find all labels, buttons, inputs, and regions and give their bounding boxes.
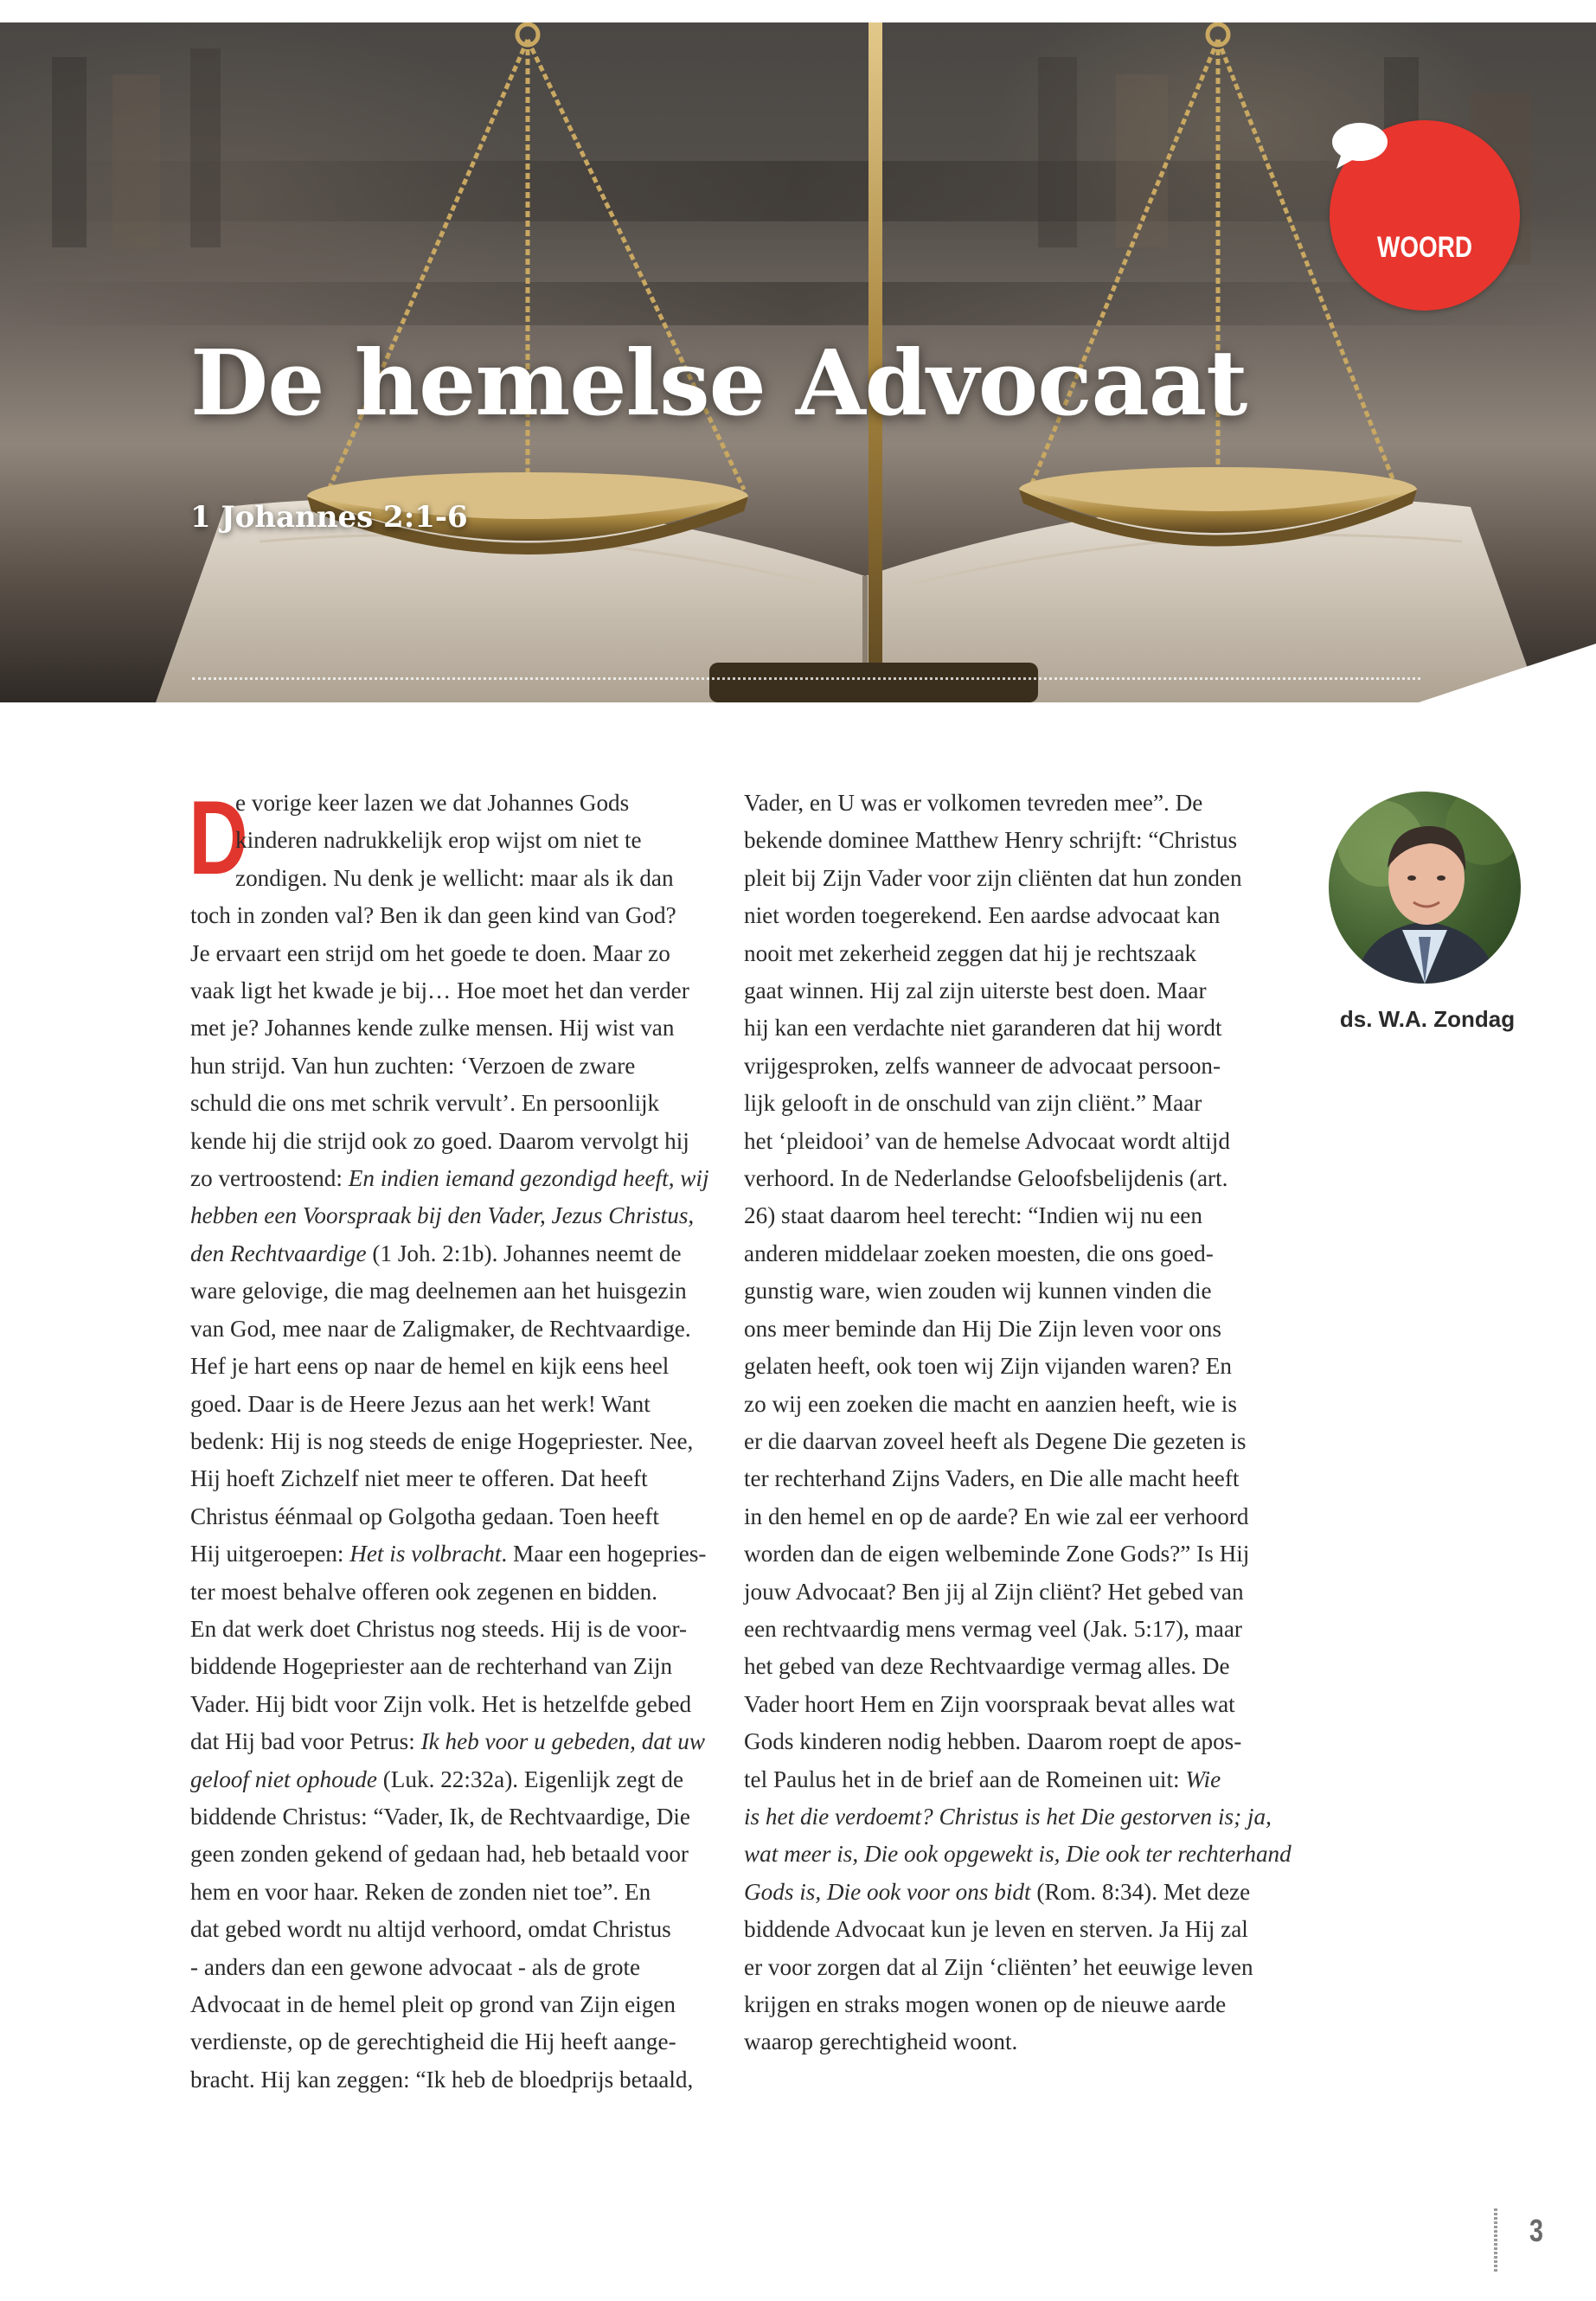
text-line: geloof niet ophoude (Luk. 22:32a). Eigenlijk zegt de [190,1766,684,1792]
text-line: vaak ligt het kwade je bij… Hoe moet het dan verder [190,977,689,1004]
author-photo [1329,792,1521,984]
article-title: De hemelse Advocaat [190,330,1247,436]
text-line: het gebed van deze Rechtvaardige vermag alles. De [744,1653,1230,1680]
text-line: goed. Daar is de Heere Jezus aan het werk! Want [190,1390,651,1417]
text-line: krijgen en straks mogen wonen op de nieuwe aarde [744,1991,1227,2017]
text-line: - anders dan een gewone advocaat - als de grote [190,1953,641,1980]
text-line: zo wij een zoeken die macht en aanzien heeft, wie is [744,1390,1237,1417]
text-line: hem en voor haar. Reken de zonden niet toe”. En [190,1878,651,1905]
text-line: niet worden toegerekend. Een aardse advocaat kan [744,902,1221,929]
section-label: WOORD [1377,231,1472,264]
text-line: bedenk: Hij is nog steeds de enige Hogepriester. Nee, [190,1427,694,1454]
text-line: biddende Christus: “Vader, Ik, de Rechtvaardige, Die [190,1803,690,1830]
text-line: nooit met zekerheid zeggen dat hij je rechtszaak [744,939,1197,966]
text-line: bekende dominee Matthew Henry schrijft: “Christus [744,827,1238,854]
author-portrait [1329,792,1521,984]
text-line: Hef je hart eens op naar de hemel en kijk eens heel [190,1353,670,1380]
text-line: verdienste, op de gerechtigheid die Hij heeft aange- [190,2029,676,2055]
hero-image [0,22,1596,702]
text-line: zo vertroostend: En indien iemand gezondigd heeft, wij [190,1165,709,1192]
text-line: Vader. Hij bidt voor Zijn volk. Het is hetzelfde gebed [190,1690,692,1717]
text-line: dat Hij bad voor Petrus: Ik heb voor u gebeden, dat uw [190,1728,705,1755]
text-line: bracht. Hij kan zeggen: “Ik heb de bloedprijs betaald, [190,2066,694,2093]
text-line: er die daarvan zoveel heeft als Degene Die gezeten is [744,1427,1247,1454]
text-line: toch in zonden val? Ben ik dan geen kind van God? [190,902,676,929]
text-line: pleit bij Zijn Vader voor zijn cliënten dat hun zonden [744,864,1242,891]
text-line: gelaten heeft, ook toen wij Zijn vijanden waren? En [744,1353,1232,1380]
text-line: Vader hoort Hem en Zijn voorspraak bevat alles wat [744,1690,1235,1717]
text-line: biddende Advocaat kun je leven en sterven. Ja Hij zal [744,1916,1248,1943]
text-line: Hij hoeft Zichzelf niet meer te offeren. Dat heeft [190,1465,648,1492]
text-line: kende hij die strijd ook zo goed. Daarom vervolgt hij [190,1127,689,1154]
text-line: zondigen. Nu denk je wellicht: maar als ik dan [235,864,674,891]
text-line: lijk gelooft in de onschuld van zijn cliënt.” Maar [744,1090,1202,1117]
text-line: worden dan de eigen welbeminde Zone Gods?” Is Hij [744,1541,1250,1567]
text-line: Christus éénmaal op Golgotha gedaan. Toen heeft [190,1503,659,1529]
scripture-reference: 1 Johannes 2:1-6 [190,500,468,535]
text-line: in den hemel en op de aarde? En wie zal eer verhoord [744,1503,1249,1529]
text-line: dat gebed wordt nu altijd verhoord, omdat Christus [190,1916,671,1943]
text-line: ons meer beminde dan Hij Die Zijn leven voor ons [744,1315,1221,1342]
text-line: verhoord. In de Nederlandse Geloofsbelijdenis (art. [744,1165,1228,1192]
text-line: e vorige keer lazen we dat Johannes Gods [235,790,630,816]
text-line: wat meer is, Die ook opgewekt is, Die ook ter rechterhand [744,1841,1292,1868]
text-line: Hij uitgeroepen: Het is volbracht. Maar een hogepries- [190,1541,707,1567]
article-column-1 [189,779,709,2099]
text-line: Gods is, Die ook voor ons bidt (Rom. 8:34). Met deze [744,1878,1251,1905]
text-line: hij kan een verdachte niet garanderen dat hij wordt [744,1015,1222,1042]
text-line: den Rechtvaardige (1 Joh. 2:1b). Johannes neemt de [190,1240,682,1266]
text-line: tel Paulus het in de brief aan de Romeinen uit: Wie [744,1766,1221,1792]
dotted-divider [192,677,1420,680]
article-column-2 [744,785,1292,2061]
text-line: van God, mee naar de Zaligmaker, de Rechtvaardige. [190,1315,691,1342]
text-line: er voor zorgen dat al Zijn ‘cliënten’ het eeuwige leven [744,1953,1253,1980]
text-line: Advocaat in de hemel pleit op grond van Zijn eigen [190,1991,676,2017]
text-line: biddende Hogepriester aan de rechterhand van Zijn [190,1653,673,1680]
author-name: ds. W.A. Zondag [1339,1006,1516,1032]
text-line: Vader, en U was er volkomen tevreden mee”. De [744,790,1203,816]
text-line: is het die verdoemt? Christus is het Die gestorven is; ja, [744,1803,1272,1830]
text-line: schuld die ons met schrik vervult’. En persoonlijk [190,1090,660,1117]
text-line: waarop gerechtigheid woont. [744,2029,1018,2055]
text-line: gaat winnen. Hij zal zijn uiterste best doen. Maar [744,977,1207,1004]
text-line: het ‘pleidooi’ van de hemelse Advocaat wordt altijd [744,1127,1230,1154]
text-line: anderen middelaar zoeken moesten, die ons goed- [744,1240,1214,1266]
text-line: Je ervaart een strijd om het goede te doen. Maar zo [190,939,670,966]
text-line: kinderen nadrukkelijk erop wijst om niet te [235,827,642,854]
text-line: gunstig ware, wien zouden wij kunnen vinden die [744,1278,1212,1304]
text-line: En dat werk doet Christus nog steeds. Hij is de voor- [190,1615,688,1642]
text-line: met je? Johannes kende zulke mensen. Hij wist van [190,1015,675,1042]
speech-bubble-icon [1330,120,1390,170]
page-number-divider [1494,2208,1497,2272]
text-line: ter rechterhand Zijns Vaders, en Die alle macht heeft [744,1465,1240,1492]
text-line: jouw Advocaat? Ben jij al Zijn cliënt? Het gebed van [744,1578,1244,1605]
text-line: een rechtvaardig mens vermag veel (Jak. 5:17), maar [744,1615,1242,1642]
text-line: ware gelovige, die mag deelnemen aan het huisgezin [190,1278,687,1304]
text-line: geen zonden gekend of gedaan had, heb betaald voor [190,1841,689,1868]
text-line: hun strijd. Van hun zuchten: ‘Verzoen de zware [190,1052,636,1079]
text-line: vrijgesproken, zelfs wanneer de advocaat persoon- [744,1052,1221,1079]
section-badge [1330,120,1520,311]
text-line: 26) staat daarom heel terecht: “Indien wij nu een [744,1202,1202,1229]
drop-cap: D [189,779,248,896]
text-line: Gods kinderen nodig hebben. Daarom roept de apos- [744,1728,1242,1755]
text-line: hebben een Voorspraak bij den Vader, Jezus Christus, [190,1202,695,1229]
text-line: ter moest behalve offeren ook zegenen en bidden. [190,1578,658,1605]
page-number: 3 [1529,2213,1544,2248]
